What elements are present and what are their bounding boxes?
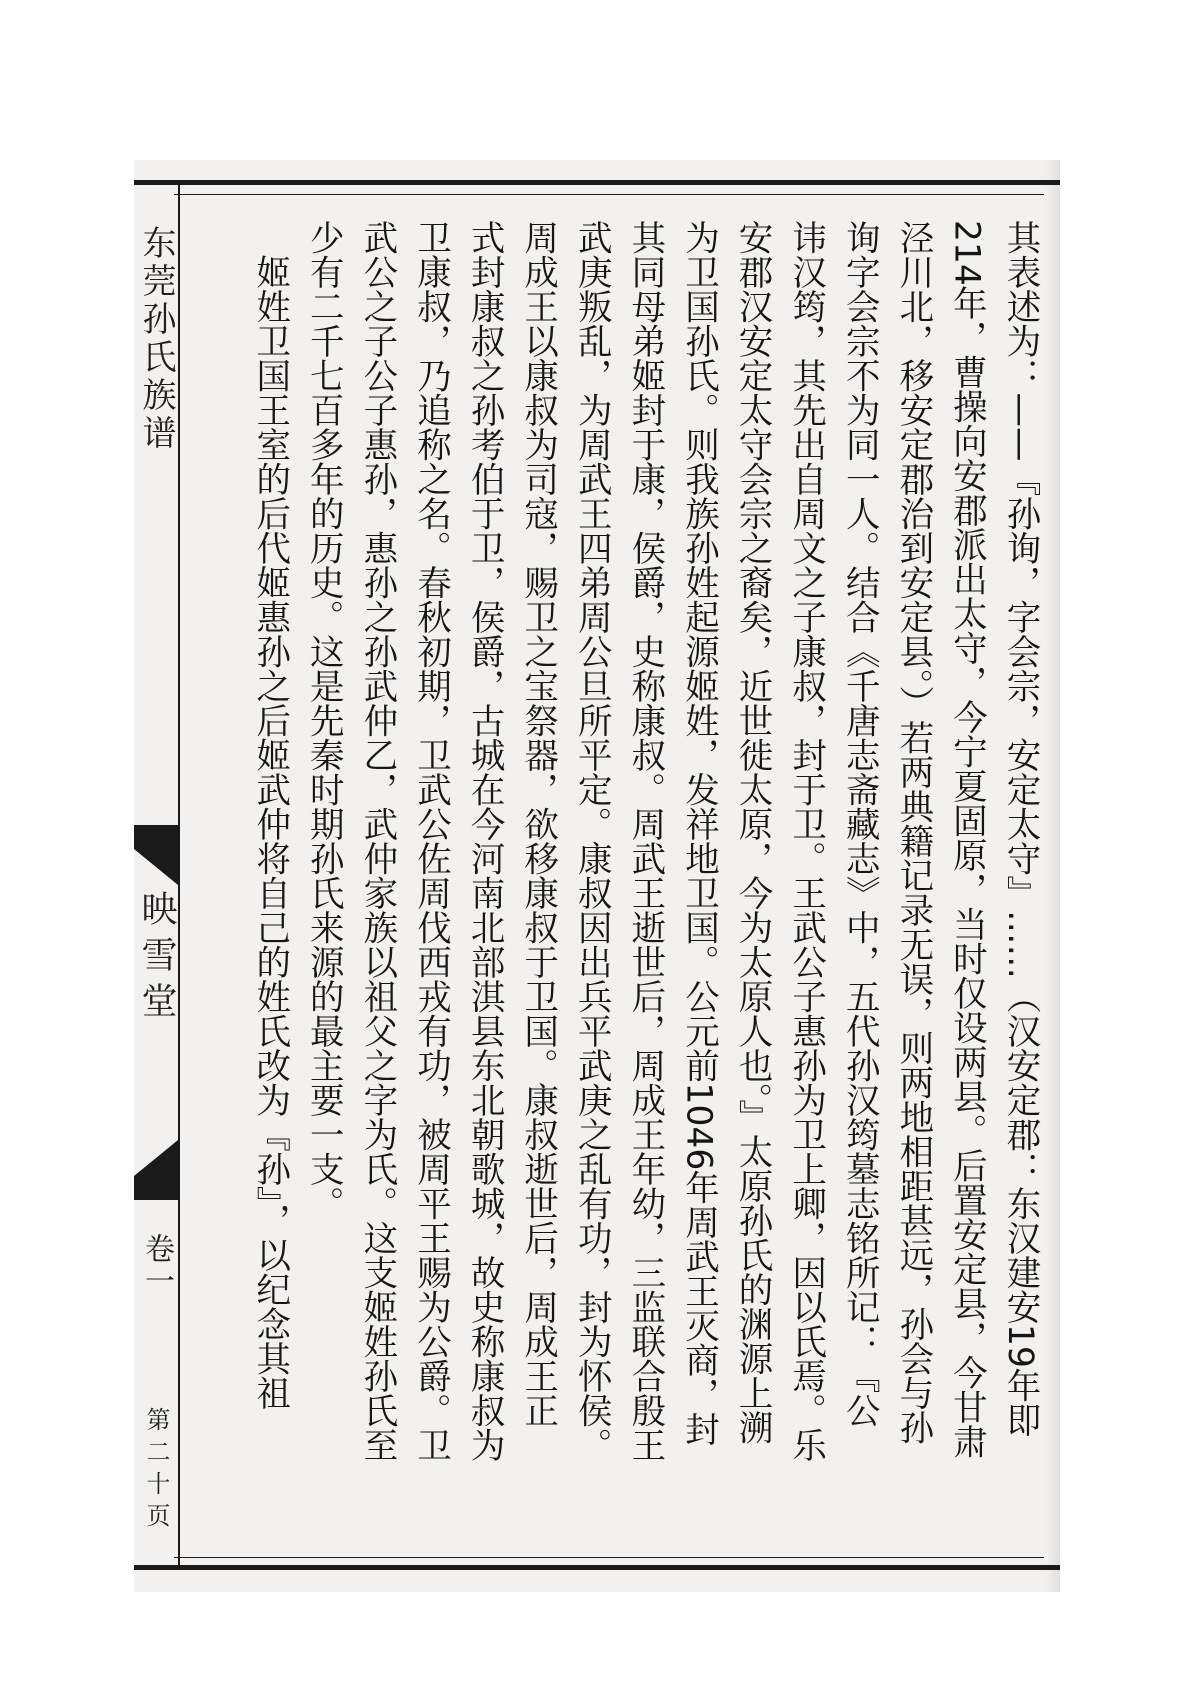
volume-label: 卷一 [139,1233,174,1297]
text-line: 其同母弟姬封于康，侯爵，史称康叔。周武王逝世后，周成王年幼，三监联合殷王 [624,220,665,1462]
book-page [134,160,1060,1592]
text-line: 武公之子公子惠孙，惠孙之孙武仲乙，武仲家族以祖父之字为氏。这支姬姓孙氏至 [356,220,397,1462]
hall-name: 映雪堂 [136,890,177,1028]
text-line: 武庚叛乱，为周武王四弟周公旦所平定。康叔因出兵平武庚之乱有功，封为怀侯。 [571,220,612,1462]
book-title: 东莞孙氏族谱 [136,225,176,453]
page-number: 第二十页 [142,1407,170,1535]
vertical-body-text [194,220,1046,1550]
text-line: 周成王以康叔为司寇，赐卫之宝祭器，欲移康叔于卫国。康叔逝世后，周成王正 [517,220,558,1428]
text-line: 卫康叔，乃追称之名。春秋初期，卫武公佐周伐西戎有功，被周平王赐为公爵。卫 [410,220,451,1462]
text-line: 泾川北，移安定郡治到安定县。）若两典籍记录无误，则两地相距甚远，孙会与孙 [892,220,933,1445]
text-line: 安郡汉安定太守会宗之裔矣，近世徙太原，今为太原人也。』太原孙氏的渊源上溯 [732,220,773,1445]
text-line: 其表述为：——『孙询，字会宗，安定太守』……（汉安定郡：东汉建安19年即 [1000,220,1040,1437]
book-spine-column [134,185,180,1565]
text-line: 为卫国孙氏。则我族孙姓起源姬姓，发祥地卫国。公元前1046年周武王灭商，封 [678,220,719,1447]
fishtail-bottom-ornament [134,1140,178,1200]
text-line: 姬姓卫国王室的后代姬惠孙之后姬武仲将自己的姓氏改为『孙』，以纪念其祖 [249,220,290,1411]
text-line: 询字会宗不为同一人。结合《千唐志斋藏志》中，五代孙汉筠墓志铭所记：『公 [839,220,880,1428]
text-line: 214年，曹操向安郡派出太守，今宁夏固原，当时仅设两县。后置安定县，今甘肃 [946,220,987,1459]
text-line: 式封康叔之孙考伯于卫，侯爵，古城在今河南北部淇县东北朝歌城，故史称康叔为 [464,220,505,1462]
text-line: 讳汉筠，其先出自周文之子康叔，封于卫。王武公子惠孙为卫上卿，因以氏焉。乐 [785,220,826,1462]
text-line: 少有二千七百多年的历史。这是先秦时期孙氏来源的最主要一支。 [303,220,344,1221]
fishtail-top-ornament [134,825,178,885]
